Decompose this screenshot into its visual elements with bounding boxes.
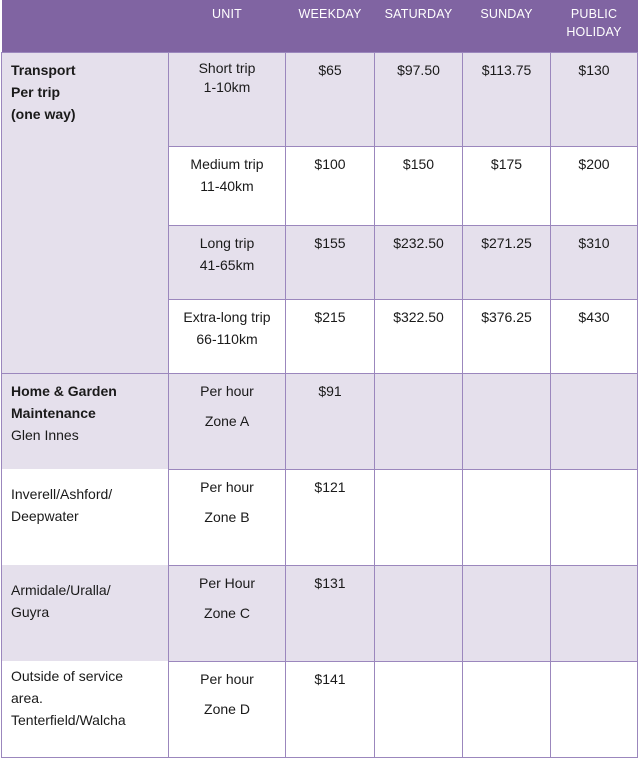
unit-line1: Short trip bbox=[198, 59, 256, 76]
unit-line2: Zone A bbox=[204, 412, 250, 429]
sunday-price: $175 bbox=[463, 146, 551, 225]
area-line2: Deepwater bbox=[11, 508, 79, 524]
table-row bbox=[2, 469, 638, 565]
header-weekday: WEEKDAY bbox=[286, 0, 375, 52]
unit-cell bbox=[169, 299, 286, 373]
saturday-price: $232.50 bbox=[375, 225, 463, 299]
table-row bbox=[2, 52, 638, 146]
saturday-price bbox=[375, 565, 463, 661]
unit-line1: Per Hour bbox=[198, 574, 256, 591]
sunday-price: $376.25 bbox=[463, 299, 551, 373]
holiday-price: $310 bbox=[551, 225, 638, 299]
saturday-price bbox=[375, 469, 463, 565]
unit-line1: Per hour bbox=[200, 382, 254, 399]
home-label-line2: Maintenance bbox=[11, 404, 96, 421]
header-row bbox=[2, 0, 638, 52]
weekday-price: $131 bbox=[286, 565, 375, 661]
holiday-price: $130 bbox=[551, 52, 638, 146]
home-zone-d-label bbox=[2, 661, 169, 757]
home-label-line1: Home & Garden bbox=[11, 382, 117, 399]
holiday-price bbox=[551, 469, 638, 565]
unit-line2: 11-40km bbox=[200, 177, 254, 194]
weekday-price: $100 bbox=[286, 146, 375, 225]
home-zone-c-label bbox=[2, 565, 169, 661]
pricing-table bbox=[1, 0, 638, 758]
unit-line1: Per hour bbox=[200, 670, 254, 687]
saturday-price: $150 bbox=[375, 146, 463, 225]
saturday-price: $322.50 bbox=[375, 299, 463, 373]
unit-line1: Extra-long trip bbox=[183, 308, 271, 325]
unit-line2: Zone C bbox=[204, 604, 250, 621]
header-public-holiday-line1: PUBLIC bbox=[570, 7, 618, 21]
transport-label-line3: (one way) bbox=[11, 105, 76, 122]
home-zone-a-label bbox=[2, 373, 169, 469]
home-zone-b-label bbox=[2, 469, 169, 565]
header-public-holiday bbox=[551, 0, 638, 52]
unit-cell bbox=[169, 52, 286, 146]
area-line1: Armidale/Uralla/ bbox=[11, 582, 111, 598]
unit-cell bbox=[169, 469, 286, 565]
weekday-price: $121 bbox=[286, 469, 375, 565]
unit-line1: Medium trip bbox=[190, 155, 264, 172]
area-line2: Guyra bbox=[11, 604, 50, 620]
weekday-price: $155 bbox=[286, 225, 375, 299]
weekday-price: $215 bbox=[286, 299, 375, 373]
sunday-price bbox=[463, 661, 551, 757]
header-public-holiday-line2: HOLIDAY bbox=[566, 25, 622, 39]
saturday-price: $97.50 bbox=[375, 52, 463, 146]
holiday-price bbox=[551, 661, 638, 757]
table-row bbox=[2, 565, 638, 661]
sunday-price: $113.75 bbox=[463, 52, 551, 146]
area-line1: Inverell/Ashford/ bbox=[11, 486, 113, 502]
unit-line2: 1-10km bbox=[203, 78, 251, 95]
area-line1: Outside of service bbox=[11, 668, 124, 684]
sunday-price bbox=[463, 469, 551, 565]
area-line3: Tenterfield/Walcha bbox=[11, 712, 126, 728]
holiday-price: $200 bbox=[551, 146, 638, 225]
table-row bbox=[2, 661, 638, 757]
unit-line2: Zone D bbox=[204, 700, 250, 717]
transport-label-line1: Transport bbox=[11, 61, 76, 78]
weekday-price: $65 bbox=[286, 52, 375, 146]
weekday-price: $141 bbox=[286, 661, 375, 757]
header-blank bbox=[2, 0, 169, 52]
holiday-price: $430 bbox=[551, 299, 638, 373]
holiday-price bbox=[551, 373, 638, 469]
transport-label bbox=[2, 52, 169, 373]
area-line1: Glen Innes bbox=[11, 426, 79, 443]
table-row bbox=[2, 373, 638, 469]
sunday-price: $271.25 bbox=[463, 225, 551, 299]
unit-cell bbox=[169, 661, 286, 757]
transport-label-line2: Per trip bbox=[11, 83, 61, 100]
unit-line2: 66-110km bbox=[196, 330, 258, 347]
unit-cell bbox=[169, 146, 286, 225]
weekday-price: $91 bbox=[286, 373, 375, 469]
header-unit: UNIT bbox=[169, 0, 286, 52]
unit-line2: Zone B bbox=[204, 508, 250, 525]
unit-cell bbox=[169, 373, 286, 469]
unit-line2: 41-65km bbox=[199, 256, 255, 273]
header-sunday: SUNDAY bbox=[463, 0, 551, 52]
unit-line1: Long trip bbox=[199, 234, 255, 251]
unit-line1: Per hour bbox=[200, 478, 254, 495]
sunday-price bbox=[463, 373, 551, 469]
unit-cell bbox=[169, 565, 286, 661]
area-line2: area. bbox=[11, 690, 43, 706]
header-saturday: SATURDAY bbox=[375, 0, 463, 52]
unit-cell bbox=[169, 225, 286, 299]
saturday-price bbox=[375, 373, 463, 469]
holiday-price bbox=[551, 565, 638, 661]
sunday-price bbox=[463, 565, 551, 661]
saturday-price bbox=[375, 661, 463, 757]
